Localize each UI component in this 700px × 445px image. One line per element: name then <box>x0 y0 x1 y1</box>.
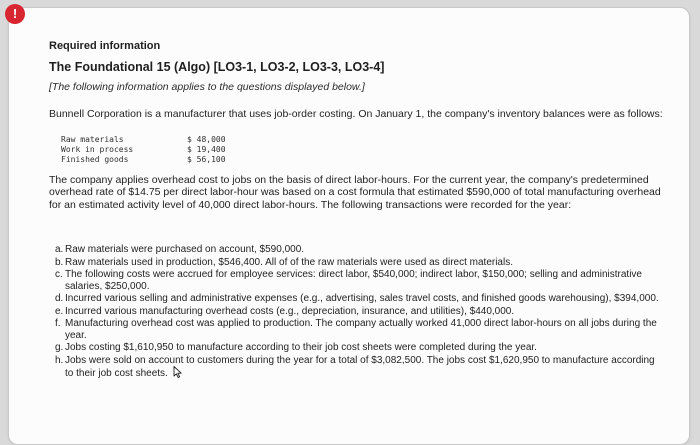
transaction-item <box>55 355 663 380</box>
transaction-text: Jobs costing $1,610,950 to manufacture according to their job cost sheets were completed during the year. <box>65 342 537 353</box>
section-heading: Required information <box>49 40 161 52</box>
question-card <box>8 7 690 445</box>
transaction-item <box>55 306 663 318</box>
question-content <box>49 39 663 381</box>
transaction-letter: c. <box>55 269 63 280</box>
transaction-item <box>55 257 663 269</box>
transaction-text: Raw materials were purchased on account, $590,000. <box>65 244 305 255</box>
transaction-text: Incurred various manufacturing overhead costs (e.g., depreciation, insurance, and utilities), $440,000. <box>65 305 515 317</box>
transaction-text: Raw materials used in production, $546,400. All of of the raw materials were used as direct materials. <box>65 256 513 268</box>
transaction-item <box>55 269 663 292</box>
transaction-letter: b. <box>55 256 64 268</box>
transaction-letter: h. <box>55 354 64 366</box>
inventory-label: Raw materials <box>61 134 124 144</box>
transaction-item <box>55 293 663 305</box>
transactions-list <box>49 244 663 380</box>
alert-icon: ! <box>5 4 25 24</box>
transaction-letter: a. <box>55 244 64 255</box>
inventory-value: $ 48,000 <box>187 134 226 144</box>
transaction-item <box>55 244 663 256</box>
transaction-item <box>55 342 663 354</box>
inventory-row <box>61 135 226 145</box>
transaction-text: The following costs were accrued for employee services: direct labor, $540,000; indirect labor, $150,000; selling and administrative salaries, $250,000. <box>65 269 642 292</box>
intro-paragraph: Bunnell Corporation is a manufacturer that uses job-order costing. On January 1, the company's inventory balances were as follows: <box>49 108 663 120</box>
problem-title: The Foundational 15 (Algo) [LO3-1, LO3-2, LO3-3, LO3-4] <box>49 60 385 74</box>
overhead-paragraph: The company applies overhead cost to jobs on the basis of direct labor-hours. For the current year, the company's predetermined overhead rate of $14.75 per direct labor-hour was based on a cost formula that estimated $590,000 of total manufacturing overhead for an estimated activity level of 40,000 direct labor-hours. The following transactions were recorded for the year: <box>49 173 661 211</box>
inventory-label: Finished goods <box>61 154 129 164</box>
transaction-letter: f. <box>55 318 61 329</box>
inventory-row <box>61 155 226 165</box>
transaction-text: Incurred various selling and administrative expenses (e.g., advertising, sales travel costs, and finished goods warehousing), $394,000. <box>65 293 659 304</box>
inventory-value: $ 56,100 <box>187 154 226 164</box>
transaction-letter: g. <box>55 342 64 353</box>
transaction-letter: e. <box>55 305 64 317</box>
inventory-table <box>61 135 226 165</box>
inventory-label: Work in process <box>61 144 134 154</box>
inventory-value: $ 19,400 <box>187 144 226 154</box>
cursor-arrow-icon <box>173 366 183 378</box>
transaction-letter: d. <box>55 293 64 304</box>
transaction-item <box>55 318 663 341</box>
inventory-row <box>61 145 226 155</box>
transaction-text: Manufacturing overhead cost was applied to production. The company actually worked 41,000 direct labor-hours on all jobs during the year. <box>65 318 657 341</box>
transaction-text: Jobs were sold on account to customers during the year for a total of $3,082,500. The jobs cost $1,620,950 to manufacture according to their job cost sheets. <box>65 354 655 379</box>
applies-note: [The following information applies to the questions displayed below.] <box>49 81 365 93</box>
